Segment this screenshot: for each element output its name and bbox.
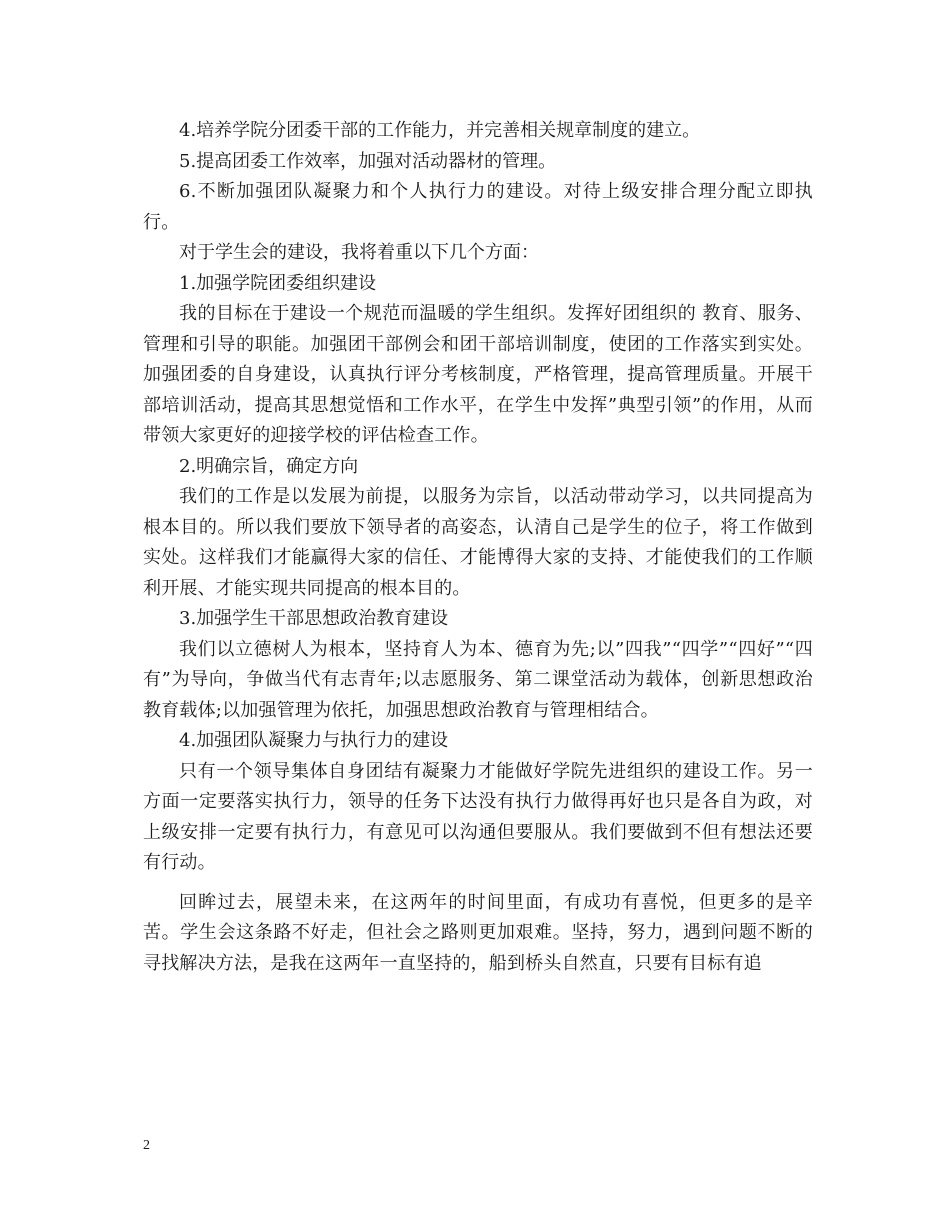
section-heading-purpose: 2.明确宗旨，确定方向 [179,455,359,477]
paragraph-purpose: 我们的工作是以发展为前提，以服务为宗旨，以活动带动学习，以共同提高为根本目的。所以我们要放下领导者的高姿态，认清自己是学生的位子，将工作做到实处。这样我们才能赢得大家的信任、才能博得大家的支持、才能使我们的工作顺利开展、才能实现共同提高的根本目的。 [143,486,813,599]
paragraph-education: 我们以立德树人为根本，坚持育人为本、德育为先;以”四我”“四学”“四好”“四有”为导向，争做当代有志青年;以志愿服务、第二课堂活动为载体，创新思想政治教育载体;以加强管理为依托，加强思想政治教育与管理相结合。 [143,638,813,721]
page-number: 2 [143,1138,150,1153]
section-heading-organization: 1.加强学院团委组织建设 [179,272,377,294]
paragraph-retrospect: 回眸过去，展望未来，在这两年的时间里面，有成功有喜悦，但更多的是辛苦。学生会这条路不好走，但社会之路则更加艰难。坚持，努力，遇到问题不断的寻找解决方法，是我在这两年一直坚持的，船到桥头自然直，只要有目标有追 [143,891,813,974]
section-heading-cohesion: 4.加强团队凝聚力与执行力的建设 [179,730,449,751]
document-body [143,116,813,979]
section-intro: 对于学生会的建设，我将着重以下几个方面： [179,242,539,263]
list-item-team-cohesion: 6.不断加强团队凝聚力和个人执行力的建设。对待上级安排合理分配立即执行。 [143,181,813,233]
paragraph-cohesion: 只有一个领导集体自身团结有凝聚力才能做好学院先进组织的建设工作。另一方面一定要落实执行力，领导的任务下达没有执行力做得再好也只是各自为政，对上级安排一定要有执行力，有意见可以沟通但要服从。我们要做到不但有想法还要有行动。 [143,760,813,873]
list-item-improve-efficiency: 5.提高团委工作效率，加强对活动器材的管理。 [179,150,557,172]
section-heading-education: 3.加强学生干部思想政治教育建设 [179,608,449,629]
list-item-cultivate-cadres: 4.培养学院分团委干部的工作能力，并完善相关规章制度的建立。 [179,120,701,141]
paragraph-organization: 我的目标在于建设一个规范而温暖的学生组织。发挥好团组织的 教育、服务、管理和引导的职能。加强团干部例会和团干部培训制度，使团的工作落实到实处。加强团委的自身建设，认真执行评分考核制度，严格管理，提高管理质量。开展干部培训活动，提高其思想觉悟和工作水平，在学生中发挥”典型引领”的作用，从而带领大家更好的迎接学校的评估检查工作。 [143,303,813,446]
paragraph-gap [143,879,813,888]
